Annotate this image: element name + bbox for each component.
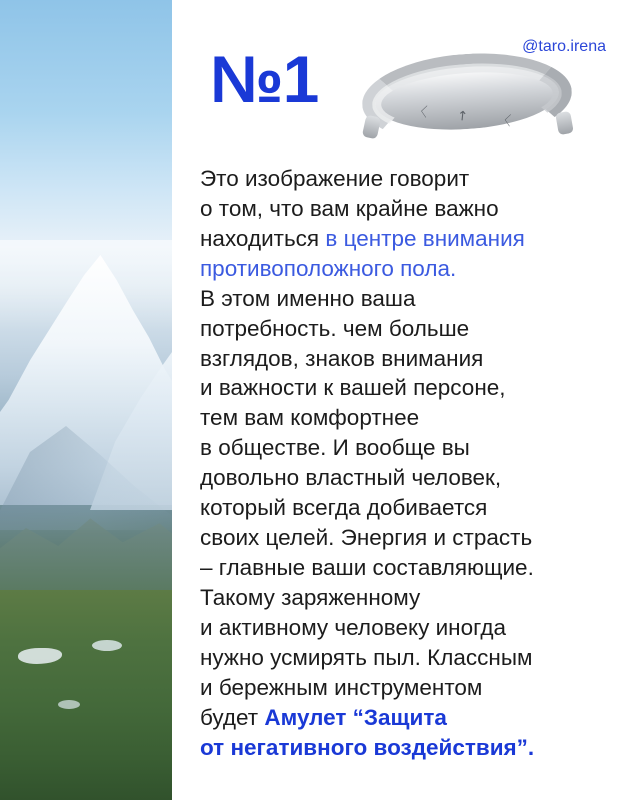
text-line: который всегда добивается (200, 495, 488, 521)
text-line: довольно властный человек, (200, 465, 502, 491)
body-text (200, 164, 606, 762)
content-column (172, 0, 640, 800)
bracelet-shape (362, 54, 572, 142)
text-highlight: в центре внимания (325, 225, 525, 251)
text-line (200, 703, 606, 733)
text-line: нужно усмирять пыл. Классным (200, 644, 533, 670)
bracelet-tip-right (555, 111, 574, 135)
bracelet-tip-left (362, 115, 381, 140)
author-handle: @taro.irena (522, 38, 606, 55)
text-line: тем вам комфортнее (200, 405, 420, 431)
bracelet-icon (362, 48, 580, 148)
amulet-name: Амулет “Защита (264, 704, 447, 730)
text-line: Это изображение говорит (200, 166, 470, 191)
text-line: и важности к вашей персоне, (200, 375, 506, 401)
text-highlight-line: противоположного пола. (200, 255, 457, 281)
text-line: в обществе. И вообще вы (200, 435, 470, 461)
text-line: и активному человеку иногда (200, 614, 506, 640)
text-line: о том, что вам крайне важно (200, 195, 499, 221)
text-line: взглядов, знаков внимания (200, 345, 484, 371)
amulet-name-cont: от негативного воздействия”. (200, 734, 535, 760)
text-line: потребность. чем больше (200, 315, 470, 341)
text-segment: находиться (200, 225, 326, 251)
slide-number: №1 (210, 42, 319, 116)
meadow (0, 590, 172, 800)
text-line: В этом именно ваша (200, 285, 416, 311)
text-line: Такому заряженному (200, 584, 421, 610)
text-line: – главные ваши составляющие. (200, 554, 534, 580)
text-line: и бережным инструментом (200, 674, 483, 700)
snow-patch-icon (58, 700, 80, 709)
bracelet-engraving: 〈 ↑ 〈 (413, 104, 525, 131)
text-segment: будет (200, 704, 265, 730)
header-row (200, 30, 606, 148)
snow-patch-icon (92, 640, 122, 651)
text-line: своих целей. Энергия и страсть (200, 525, 533, 551)
text-line (200, 224, 606, 254)
mountain-photo (0, 0, 172, 800)
